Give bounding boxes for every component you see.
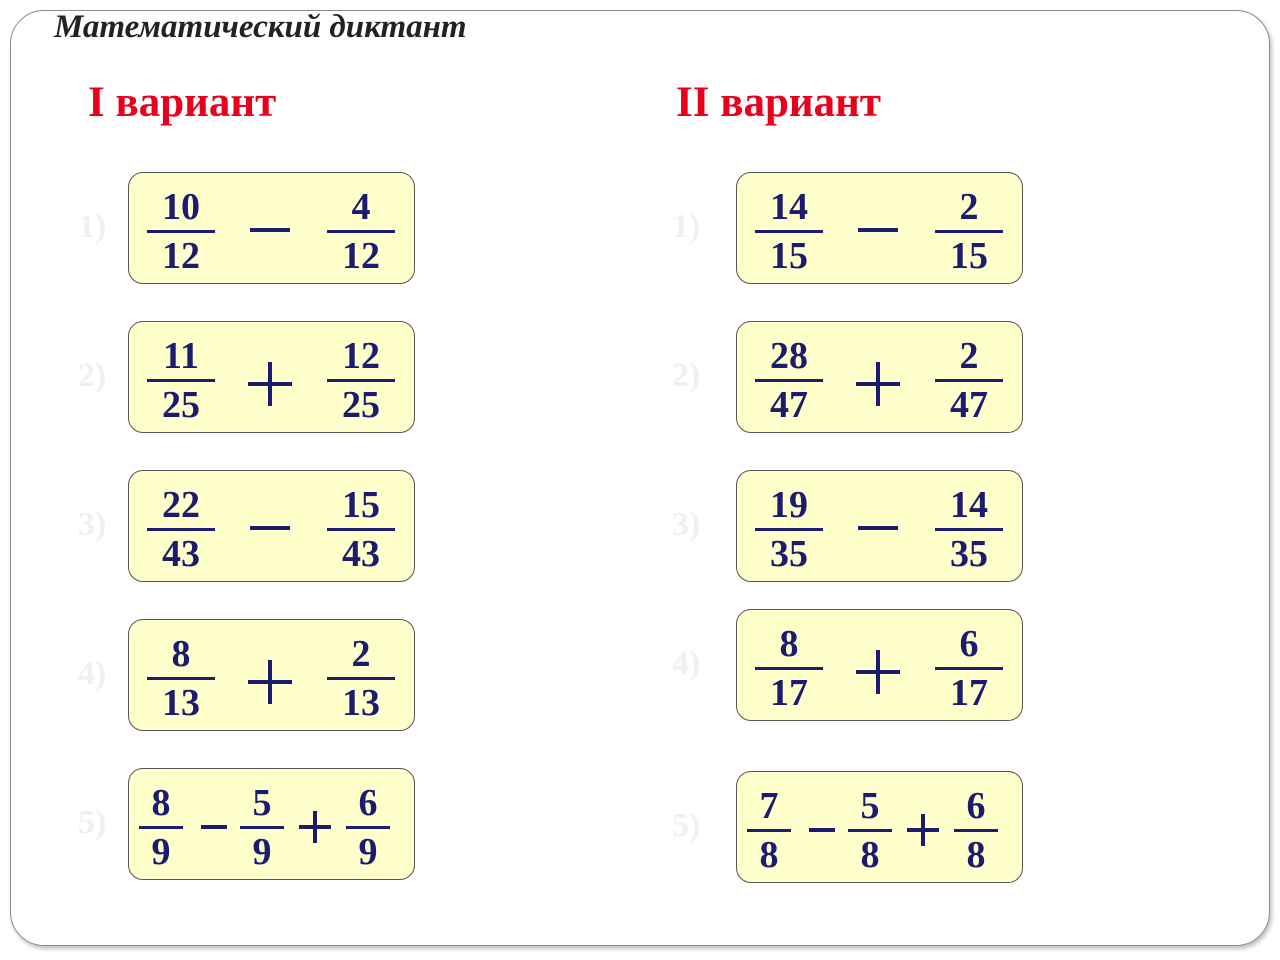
denominator: 25 [162,384,200,426]
task-number: 5) [672,807,701,844]
expression-box [736,470,1023,582]
denominator: 8 [966,834,986,876]
fraction-bar [954,829,998,832]
fraction [323,620,399,732]
expression-box [128,321,415,433]
task-number: 4) [78,655,107,692]
denominator: 12 [342,235,380,277]
fraction [751,471,827,583]
expression-box [736,771,1023,883]
fraction [751,610,827,722]
fraction [143,322,219,434]
page-title: Математический диктант [54,9,467,45]
numerator: 14 [950,484,988,526]
fraction [323,173,399,285]
denominator: 13 [162,682,200,724]
fraction [931,471,1007,583]
fraction-bar [848,829,892,832]
task-number: 3) [78,506,107,543]
fraction [323,322,399,434]
expression-box [128,619,415,731]
denominator: 43 [162,533,200,575]
task-number: 5) [78,804,107,841]
variant-2-heading: II вариант [676,79,882,126]
denominator: 13 [342,682,380,724]
numerator: 28 [770,335,808,377]
denominator: 8 [759,834,779,876]
fraction [137,769,185,881]
numerator: 19 [770,484,808,526]
fraction-bar [755,528,823,531]
denominator: 9 [151,831,171,873]
fraction-bar [755,379,823,382]
fraction-bar [935,379,1003,382]
fraction [143,620,219,732]
expression-box [128,470,415,582]
expression-box [128,172,415,284]
expression-box [128,768,415,880]
task-number: 2) [78,357,107,394]
fraction-bar [755,667,823,670]
variant-1-heading: I вариант [88,79,277,126]
fraction-bar [346,826,390,829]
numerator: 12 [342,335,380,377]
numerator: 6 [959,623,979,665]
fraction-bar [935,230,1003,233]
denominator: 9 [252,831,272,873]
fraction-bar [327,379,395,382]
fraction [931,610,1007,722]
expression-box [736,321,1023,433]
numerator: 22 [162,484,200,526]
fraction [238,769,286,881]
fraction-bar [327,230,395,233]
denominator: 35 [770,533,808,575]
numerator: 15 [342,484,380,526]
fraction-bar [935,667,1003,670]
fraction-bar [147,528,215,531]
fraction-bar [327,677,395,680]
fraction [323,471,399,583]
numerator: 14 [770,186,808,228]
fraction [751,322,827,434]
fraction [143,173,219,285]
denominator: 25 [342,384,380,426]
numerator: 2 [959,186,979,228]
denominator: 15 [770,235,808,277]
denominator: 47 [950,384,988,426]
fraction [931,173,1007,285]
numerator: 6 [966,785,986,827]
denominator: 9 [358,831,378,873]
numerator: 8 [779,623,799,665]
fraction-bar [147,230,215,233]
numerator: 5 [860,785,880,827]
numerator: 10 [162,186,200,228]
fraction [745,772,793,884]
fraction-bar [147,379,215,382]
numerator: 8 [171,633,191,675]
fraction [344,769,392,881]
denominator: 12 [162,235,200,277]
fraction [952,772,1000,884]
fraction [846,772,894,884]
fraction [931,322,1007,434]
task-number: 3) [672,506,701,543]
numerator: 2 [351,633,371,675]
denominator: 35 [950,533,988,575]
fraction-bar [240,826,284,829]
numerator: 8 [151,782,171,824]
fraction-bar [755,230,823,233]
numerator: 11 [163,335,199,377]
numerator: 7 [759,785,779,827]
task-number: 1) [78,208,107,245]
denominator: 15 [950,235,988,277]
denominator: 43 [342,533,380,575]
fraction-bar [147,677,215,680]
expression-box [736,172,1023,284]
denominator: 17 [770,672,808,714]
fraction-bar [935,528,1003,531]
fraction-bar [747,829,791,832]
numerator: 4 [351,186,371,228]
fraction [143,471,219,583]
fraction [751,173,827,285]
task-number: 2) [672,357,701,394]
fraction-bar [139,826,183,829]
numerator: 6 [358,782,378,824]
task-number: 4) [672,645,701,682]
denominator: 8 [860,834,880,876]
task-number: 1) [672,208,701,245]
expression-box [736,609,1023,721]
numerator: 2 [959,335,979,377]
numerator: 5 [252,782,272,824]
denominator: 47 [770,384,808,426]
denominator: 17 [950,672,988,714]
fraction-bar [327,528,395,531]
